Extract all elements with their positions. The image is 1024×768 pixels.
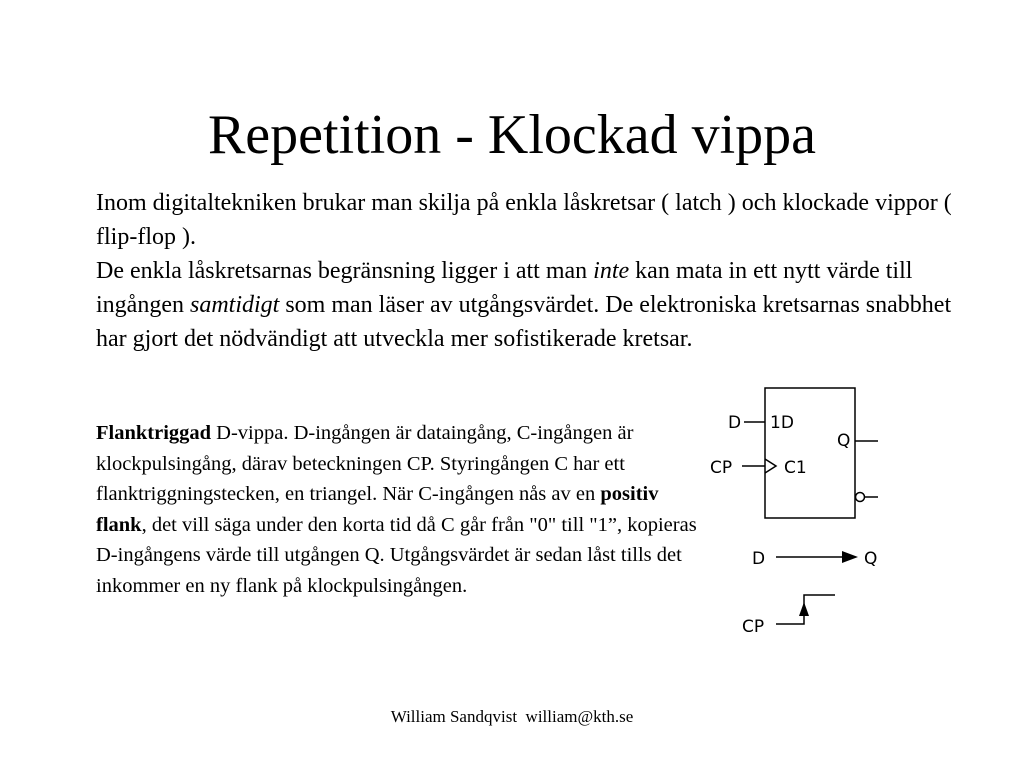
input-cp-label: CP	[710, 458, 733, 478]
pin-1d-label: 1D	[770, 413, 794, 433]
d-flipflop-svg	[700, 380, 900, 650]
rising-edge-arrow-icon	[799, 602, 809, 616]
clock-edge-triangle-icon	[765, 459, 776, 473]
edge-cp-label: CP	[742, 617, 765, 637]
intro-text-segment: som man läser av utgångsvärdet. De elektroniska kretsarnas snabbhet har gjort det nödvändigt att utveckla mer sofistikerade kretsar.	[96, 292, 952, 352]
intro-text-segment: De enkla låskretsarnas begränsning ligger i att man	[96, 258, 594, 284]
intro-emphasis-inte: inte	[593, 258, 630, 284]
intro-paragraph-1: Inom digitaltekniken brukar man skilja på enkla låskretsar ( latch ) och klockade vippor ( flip-flop ).	[96, 190, 952, 250]
input-d-label: D	[728, 413, 742, 433]
description-text-segment: , det vill säga under den korta tid då C går från "0" till "1”, kopieras D-ingångens värde till utgången Q. Utgångsvärdet är sedan låst tills det inkommer en ny flank på klockpulsingången.	[96, 513, 697, 597]
arrow-head-icon	[842, 551, 858, 563]
inverted-output-bubble-icon	[856, 493, 865, 502]
output-q-label: Q	[837, 431, 851, 451]
intro-paragraph-2	[96, 254, 976, 356]
flipflop-description	[96, 418, 706, 601]
flipflop-box	[765, 388, 855, 518]
intro-emphasis-samtidigt: samtidigt	[189, 292, 280, 318]
description-paragraph	[96, 418, 706, 601]
intro-text-segment: kan mata in ett nytt värde till ingången	[96, 258, 913, 318]
description-bold-positiv-flank: positiv flank	[96, 483, 659, 536]
description-text-segment: D-vippa. D-ingången är dataingång, C-ingången är klockpulsingång, därav beteckningen CP. Styringången C har ett flanktriggningstecken, en triangel. När C-ingången nås av en	[96, 422, 634, 505]
pin-c1-label: C1	[784, 458, 807, 478]
arrow-d-label: D	[752, 549, 766, 569]
arrow-q-label: Q	[864, 549, 878, 569]
description-bold-flanktriggad: Flanktriggad	[96, 422, 212, 444]
slide-title: Repetition - Klockad vippa	[207, 104, 817, 166]
intro-text	[96, 186, 976, 356]
d-flipflop-diagram	[700, 380, 900, 650]
footer-author: William Sandqvist william@kth.se	[390, 707, 634, 726]
